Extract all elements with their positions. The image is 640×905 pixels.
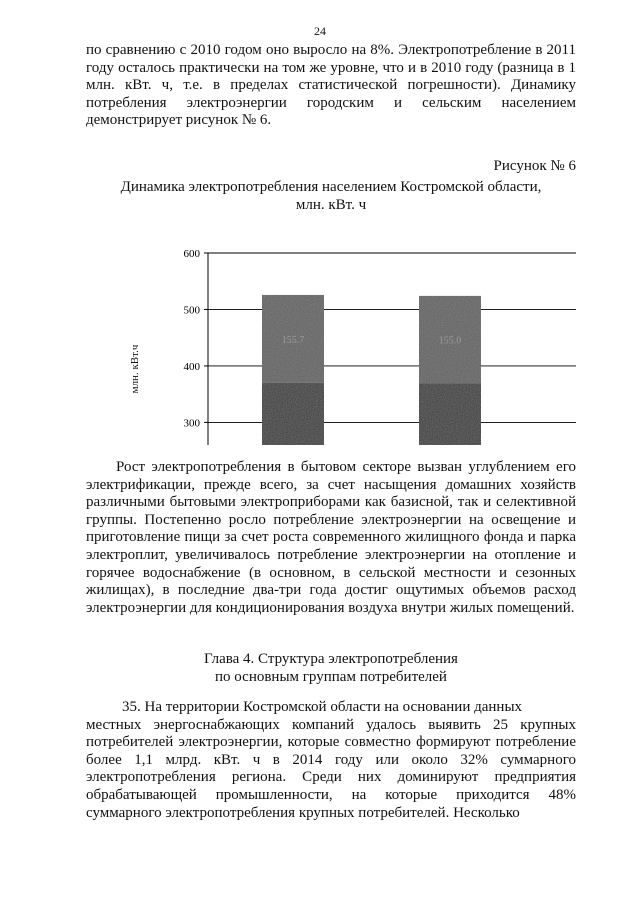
y-tick-label: 400	[183, 360, 200, 373]
figure-label: Рисунок № 6	[493, 158, 576, 174]
y-tick-label: 300	[183, 417, 200, 430]
bar-lower-1	[262, 383, 324, 445]
chart-title-line-2: млн. кВт. ч	[295, 197, 367, 213]
bar-lower-2	[419, 383, 481, 445]
stacked-bar-chart	[129, 240, 590, 445]
page-number: 24	[314, 24, 326, 38]
y-axis-label: млн. кВт.ч	[129, 344, 141, 394]
y-tick-label: 600	[183, 248, 200, 260]
bar-data-label: 155.0	[438, 335, 462, 347]
bar-data-label: 155.7	[281, 334, 305, 346]
chart-title	[86, 178, 576, 214]
paragraph-35	[86, 699, 576, 822]
paragraph-35-lead: 35. На территории Костромской области на основании данных	[122, 699, 523, 715]
paragraph-electricity-growth: Рост электропотребления в бытовом секторе вызван углублением его электрификации, прежде всего, за счет насыщения домашних хозяйств различными бытовыми электроприборами как базисной, так и селективной группы. Постепенно росло потребление электроэнергии на освещение и приготовление пищи за счет роста современного жилищного фонда и парка электроплит, увеличивалось потребление электроэнергии на отопление и горячее водоснабжение (в основном, в сельской местности и сезонных жилищах), в последние два-три года достиг ощутимых объемов расход электроэнергии для кондиционирования воздуха внутри жилых помещений.	[86, 459, 576, 616]
paragraph-35-body: местных энергоснабжающих компаний удалось выявить 25 крупных потребителей электроэнергии, которые совместно формируют потребление более 1,1 млрд. кВт. ч в 2014 году или около 32% суммарного электропотребления региона. Среди них доминируют предприятия обрабатывающей промышленности, на которые приходится 48% суммарного электропотребления крупных потребителей. Несколько	[86, 716, 576, 821]
chart-title-line-1: Динамика электропотребления населением Костромской области,	[120, 179, 542, 195]
intro-paragraph: по сравнению с 2010 годом оно выросло на 8%. Электропотребление в 2011 году осталось практически на том же уровне, что и в 2010 году (разница в 1 млн. кВт. ч, т.е. в пределах статистической погрешности). Динамику потребления электроэнергии городским и сельским населением демонстрирует рисунок № 6.	[86, 42, 576, 129]
chapter-heading	[86, 650, 576, 686]
chapter-heading-line-2: по основным группам потребителей	[215, 669, 447, 685]
y-tick-label: 500	[183, 304, 200, 317]
chart-area	[129, 240, 590, 445]
chapter-heading-line-1: Глава 4. Структура электропотребления	[204, 651, 458, 667]
